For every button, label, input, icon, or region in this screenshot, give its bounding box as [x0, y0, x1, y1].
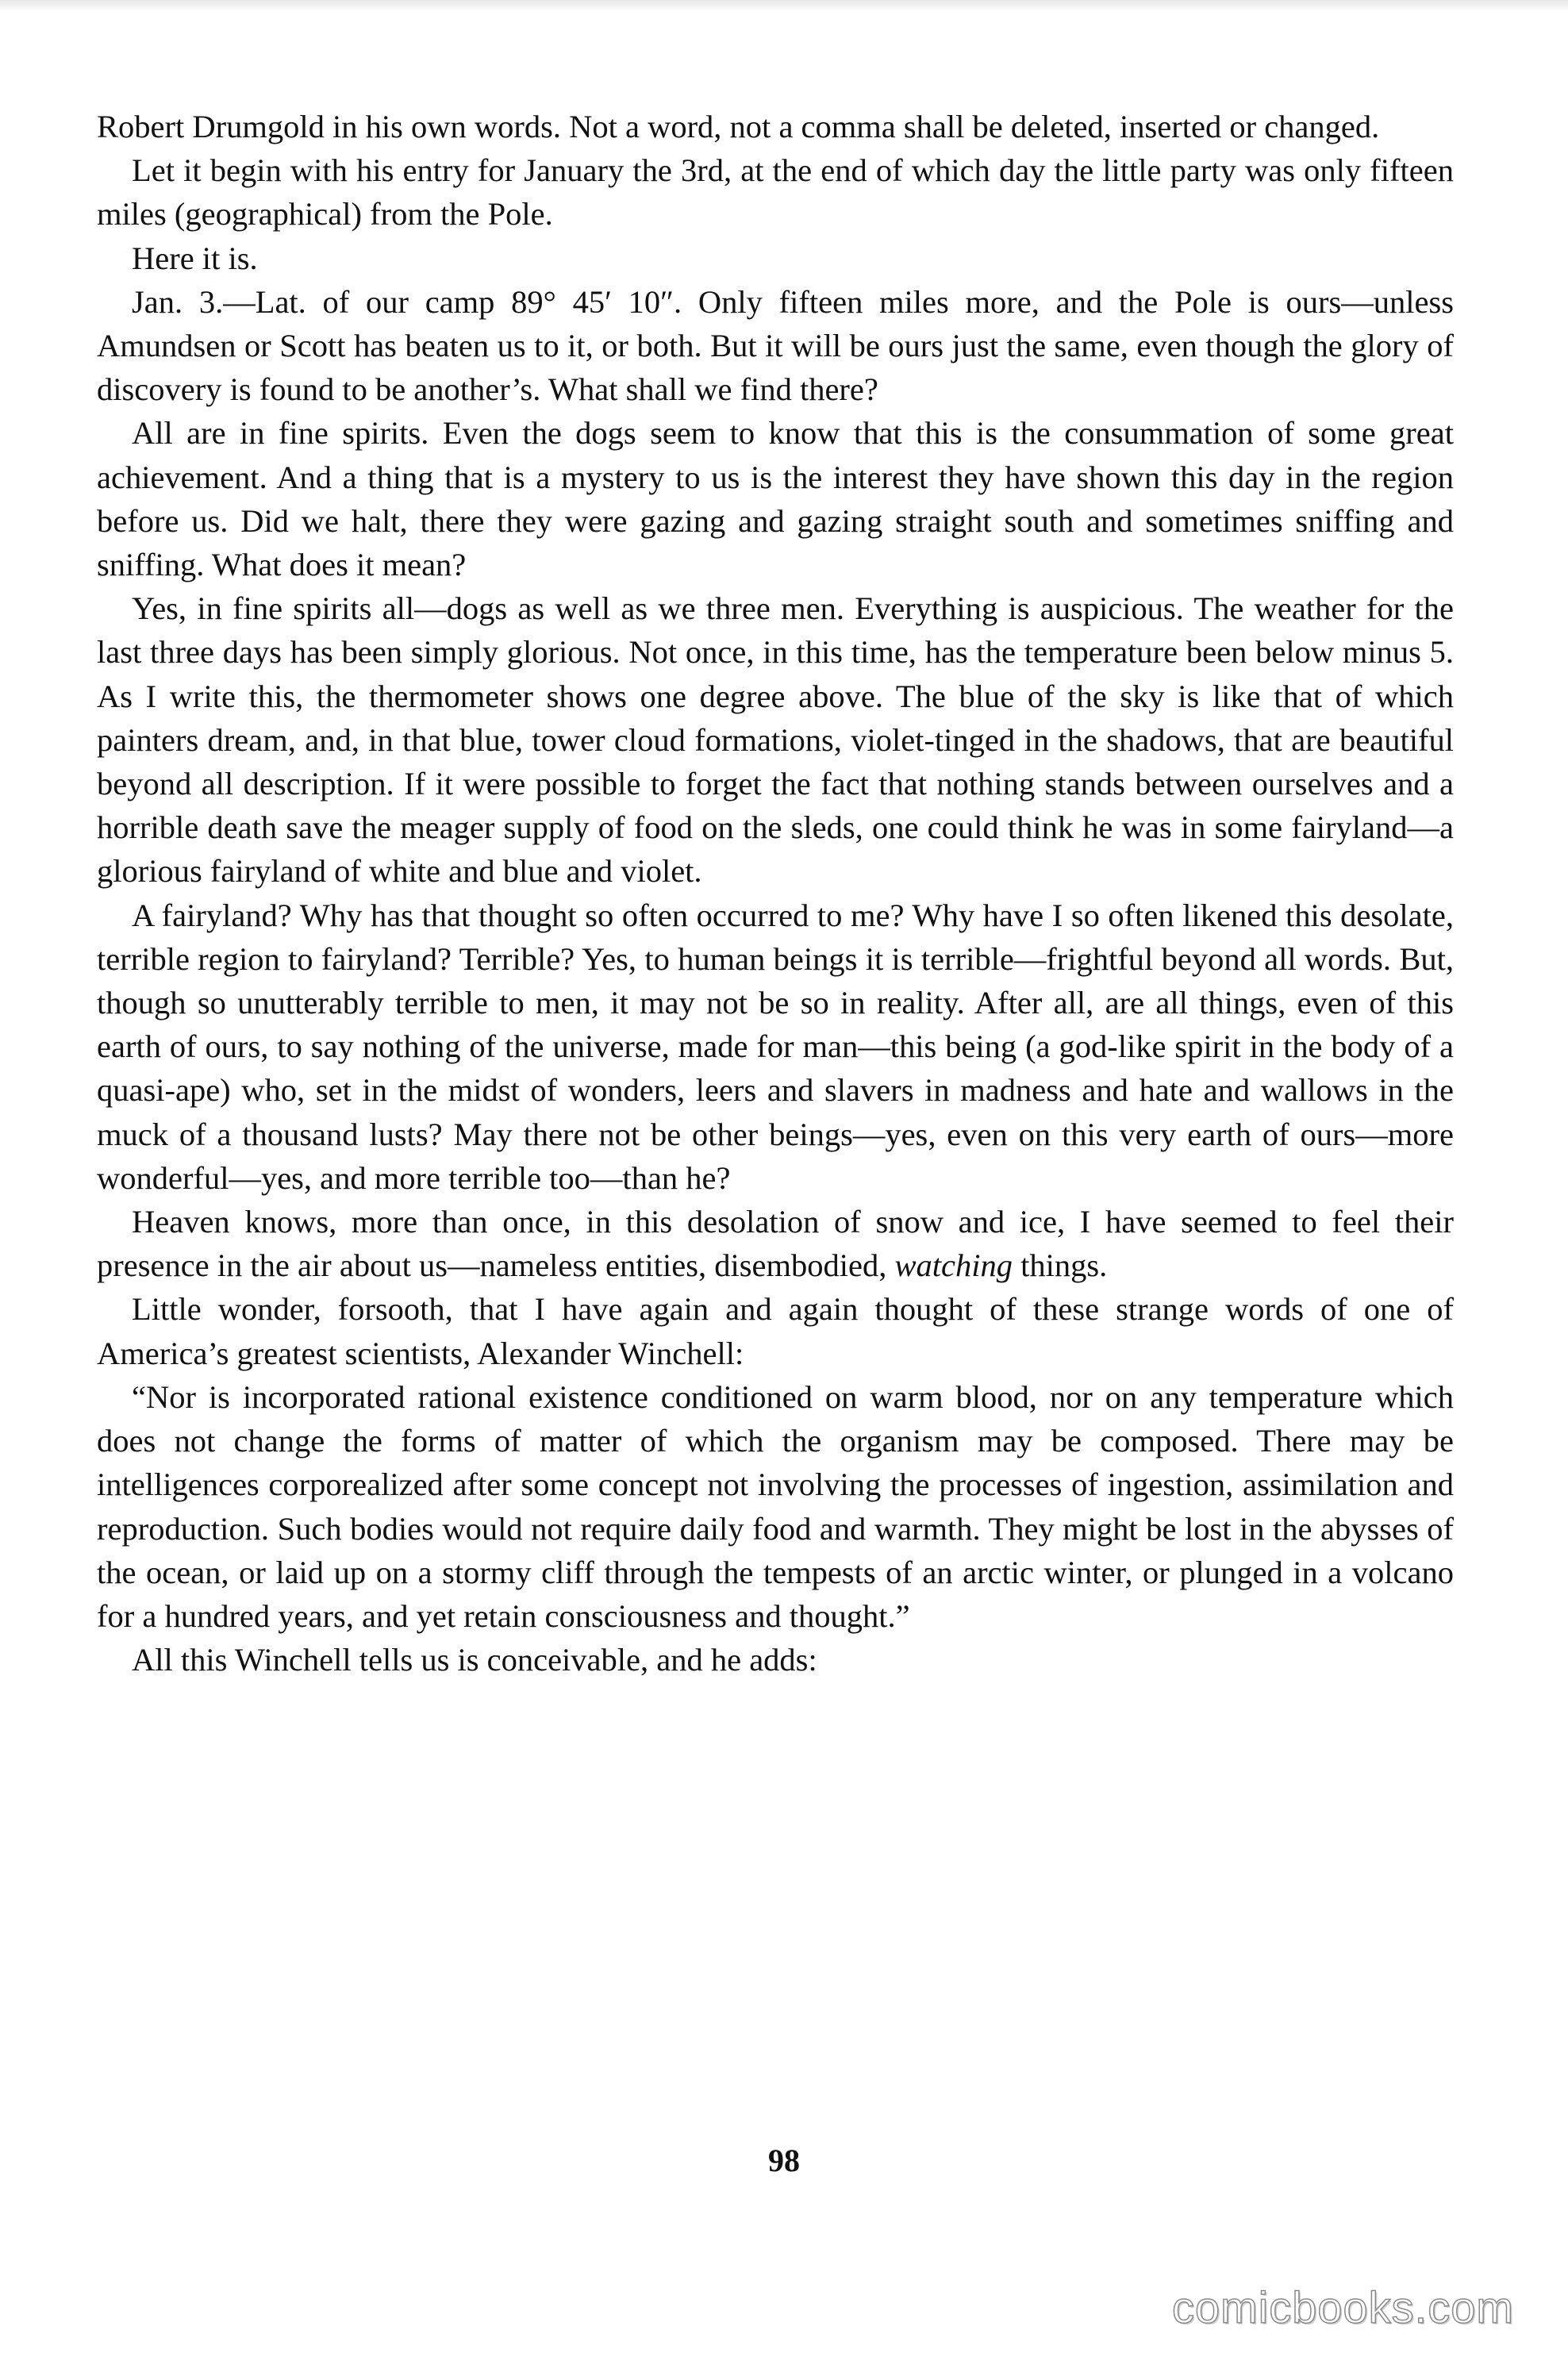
paragraph-3: Here it is. — [132, 240, 258, 276]
paragraph-6: Yes, in fine spirits all—dogs as well as we three men. Everything is auspicious. The weather for the last three days has been simply glorious. Not once, in this time, has the temperature been below minus 5. As I write this, the thermometer shows one degree above. The blue of the sky is like that of which painters dream, and, in that blue, tower cloud formations, violet-tinged in the shadows, that are beautiful beyond all description. If it were possible to forget the fact that nothing stands between ourselves and a horrible death save the meager supply of food on the sleds, one could think he was in some fairyland—a glorious fairyland of white and blue and violet. — [97, 590, 1454, 890]
paragraph-1: Robert Drumgold in his own words. Not a word, not a comma shall be deleted, inserted or changed. — [97, 109, 1380, 144]
paragraph-11: All this Winchell tells us is conceivable, and he adds: — [132, 1642, 817, 1678]
page-number: 98 — [768, 2143, 800, 2178]
paragraph-9: Little wonder, forsooth, that I have again and again thought of these strange words of one of America’s greatest scientists, Alexander Winchell: — [97, 1291, 1454, 1371]
paragraph-2: Let it begin with his entry for January the 3rd, at the end of which day the little party was only fifteen miles (geographical) from the Pole. — [97, 152, 1454, 233]
paragraph-8-italic-word: watching — [894, 1247, 1013, 1284]
paragraph-8-end: things. — [1012, 1247, 1108, 1284]
paragraph-8-text: Heaven knows, more than once, in this desolation of snow and ice, I have seemed to feel their presence in the air about us—nameless entities, disembodied, — [97, 1204, 1454, 1284]
paragraph-5: All are in fine spirits. Even the dogs seem to know that this is the consummation of some great achievement. And a thing that is a mystery to us is the interest they have shown this day in the region before us. Did we halt, there they were gazing and gazing straight south and sometimes sniffing and sniffing. What does it mean? — [97, 415, 1454, 583]
paragraph-10-quotation: “Nor is incorporated rational existence conditioned on warm blood, nor on any temperature which does not change the forms of matter of which the organism may be composed. There may be intelligences corporealized after some concept not involving the processes of ingestion, assimilation and reproduction. Such bodies would not require daily food and warmth. They might be lost in the abysses of the ocean, or laid up on a stormy cliff through the tempests of an arctic winter, or plunged in a volcano for a hundred years, and yet retain consciousness and thought.” — [97, 1378, 1454, 1634]
page-top-edge — [0, 0, 1568, 11]
paragraph-7: A fairyland? Why has that thought so often occurred to me? Why have I so often likened this desolate, terrible region to fairyland? Terrible? Yes, to human beings it is terrible—frightful beyond all words. But, though so unutterably terrible to men, it may not be so in reality. After all, are all things, even of this earth of ours, to say nothing of the universe, made for man—this being (a god-like spirit in the body of a quasi-ape) who, set in the midst of wonders, leers and slavers in madness and hate and wallows in the muck of a thousand lusts? May there not be other beings—yes, even on this very earth of ours—more wonderful—yes, and more terrible too—than he? — [97, 897, 1454, 1196]
page-body-text — [97, 105, 1454, 1682]
watermark-logo: comicbooks.com — [1171, 2282, 1514, 2332]
paragraph-4-diary-entry: Jan. 3.—Lat. of our camp 89° 45′ 10″. Only fifteen miles more, and the Pole is ours—unless Amundsen or Scott has beaten us to it, or both. But it will be ours just the same, even though the glory of discovery is found to be another’s. What shall we find there? — [97, 283, 1454, 408]
paragraph-8 — [97, 1200, 1454, 1287]
